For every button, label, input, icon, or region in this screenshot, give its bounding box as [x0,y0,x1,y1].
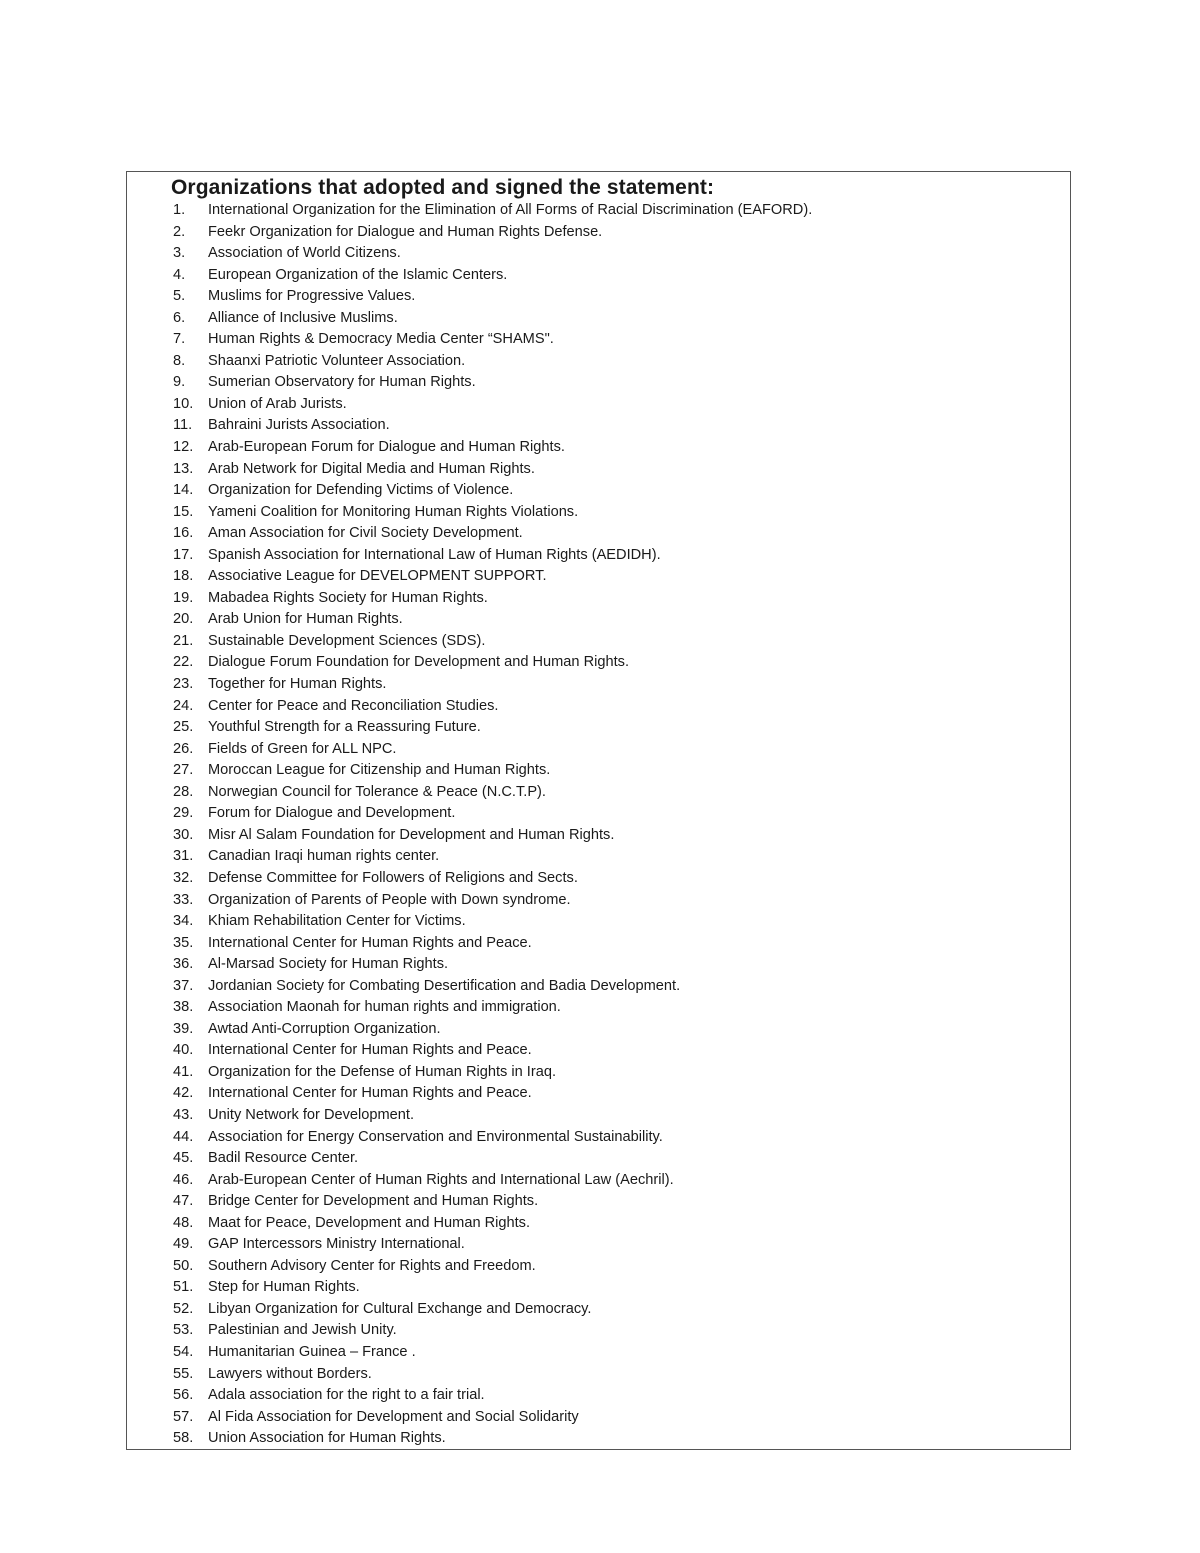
list-item-number: 13. [173,460,194,477]
list-item-name: Arab-European Forum for Dialogue and Human Rights. [208,439,565,456]
list-item-number: 48. [173,1214,194,1231]
list-item-number: 14. [173,482,194,499]
list-item-name: Adala association for the right to a fair trial. [208,1387,485,1404]
list-item-name: Association for Energy Conservation and Environmental Sustainability. [208,1128,663,1145]
list-item-name: Humanitarian Guinea – France . [208,1343,416,1360]
list-item-name: Arab-European Center of Human Rights and International Law (Aechril). [208,1171,674,1188]
list-item-number: 20. [173,611,194,628]
list-item-name: Maat for Peace, Development and Human Rights. [208,1214,531,1231]
list-item-number: 6. [173,309,186,326]
list-item-name: Bahraini Jurists Association. [208,417,390,434]
list-item-name: Aman Association for Civil Society Development. [208,525,523,542]
list-item-number: 17. [173,546,194,563]
list-item-number: 21. [173,632,194,649]
list-item-name: Arab Network for Digital Media and Human Rights. [208,460,535,477]
list-item-number: 54. [173,1343,194,1360]
list-item-name: Awtad Anti-Corruption Organization. [208,1020,441,1037]
list-item-number: 12. [173,439,194,456]
list-item-number: 31. [173,848,194,865]
list-item-number: 34. [173,913,194,930]
list-item-number: 1. [173,202,186,218]
list-item-name: Step for Human Rights. [208,1279,360,1296]
list-item-number: 3. [173,245,186,262]
list-item-name: Fields of Green for ALL NPC. [208,740,397,757]
list-item-number: 16. [173,525,194,542]
list-item-number: 10. [173,395,194,412]
list-item-number: 15. [173,503,194,520]
list-item-number: 35. [173,934,194,951]
list-item-name: Southern Advisory Center for Rights and Freedom. [208,1257,536,1274]
list-item-name: Mabadea Rights Society for Human Rights. [208,589,488,606]
list-item-name: Badil Resource Center. [208,1150,359,1167]
list-item-name: Unity Network for Development. [208,1106,415,1123]
list-item-number: 23. [173,676,194,693]
list-item-number: 2. [173,223,186,240]
list-item-name: Association of World Citizens. [208,245,401,262]
list-item-name: Alliance of Inclusive Muslims. [208,309,398,326]
list-item-number: 24. [173,697,194,714]
list-item-name: Al Fida Association for Development and Social Solidarity [208,1408,579,1425]
list-item-number: 39. [173,1020,194,1037]
list-item-number: 5. [173,288,186,305]
list-item-name: International Organization for the Elimination of All Forms of Racial Discrimination (EAFORD). [208,202,813,218]
list-item-number: 11. [173,417,193,434]
list-item-name: Organization for the Defense of Human Rights in Iraq. [208,1063,556,1080]
list-item-name: Bridge Center for Development and Human Rights. [208,1193,539,1210]
list-item-number: 9. [173,374,186,391]
list-item-name: Misr Al Salam Foundation for Development and Human Rights. [208,826,615,843]
list-item-number: 37. [173,977,194,994]
list-item-name: International Center for Human Rights and Peace. [208,1085,532,1102]
list-item-name: Youthful Strength for a Reassuring Future. [208,719,481,736]
list-item-name: Moroccan League for Citizenship and Human Rights. [208,762,551,779]
list-item-name: Associative League for DEVELOPMENT SUPPORT. [208,568,547,585]
list-item-name: Defense Committee for Followers of Religions and Sects. [208,869,578,886]
list-item-number: 49. [173,1236,194,1253]
list-item-number: 58. [173,1430,194,1447]
list-item-number: 28. [173,783,194,800]
list-item-number: 27. [173,762,194,779]
list-item-name: International Center for Human Rights and Peace. [208,934,532,951]
list-item-number: 40. [173,1042,194,1059]
list-item-number: 7. [173,331,186,348]
list-item-number: 50. [173,1257,194,1274]
list-item-number: 46. [173,1171,194,1188]
list-item-name: Union of Arab Jurists. [208,395,347,412]
list-item-name: Center for Peace and Reconciliation Studies. [208,697,499,714]
list-item-name: Union Association for Human Rights. [208,1430,446,1447]
list-item-name: Canadian Iraqi human rights center. [208,848,440,865]
list-item-number: 29. [173,805,194,822]
list-item-number: 47. [173,1193,194,1210]
list-item-number: 55. [173,1365,194,1382]
list-item-name: Khiam Rehabilitation Center for Victims. [208,913,466,930]
list-item-name: Arab Union for Human Rights. [208,611,403,628]
list-item-number: 26. [173,740,194,757]
list-item-name: Muslims for Progressive Values. [208,288,416,305]
list-item-name: Sumerian Observatory for Human Rights. [208,374,476,391]
list-item-number: 45. [173,1150,194,1167]
list-item-name: Norwegian Council for Tolerance & Peace (N.C.T.P). [208,783,546,800]
list-item-name: Jordanian Society for Combating Desertification and Badia Development. [208,977,681,994]
list-item-number: 25. [173,719,194,736]
list-item-name: Dialogue Forum Foundation for Development and Human Rights. [208,654,630,671]
list-item-number: 22. [173,654,194,671]
list-item-number: 52. [173,1300,194,1317]
list-item-number: 57. [173,1408,194,1425]
list-item-number: 42. [173,1085,194,1102]
list-item-number: 41. [173,1063,194,1080]
list-item-number: 53. [173,1322,194,1339]
list-item-name: Sustainable Development Sciences (SDS). [208,632,486,649]
list-item-name: Organization of Parents of People with Down syndrome. [208,891,571,908]
list-item-number: 36. [173,956,194,973]
list-item-name: International Center for Human Rights and Peace. [208,1042,532,1059]
list-item-number: 33. [173,891,194,908]
list-item-number: 4. [173,266,186,283]
list-item-number: 32. [173,869,194,886]
list-item-number: 51. [173,1279,194,1296]
list-item-name: Al-Marsad Society for Human Rights. [208,956,449,973]
list-item-name: Lawyers without Borders. [208,1365,372,1382]
list-item-name: Human Rights & Democracy Media Center “SHAMS". [208,331,554,348]
list-item-name: Association Maonah for human rights and immigration. [208,999,561,1016]
list-item-number: 38. [173,999,194,1016]
list-item-number: 8. [173,352,186,369]
list-item-number: 18. [173,568,194,585]
list-item-number: 30. [173,826,194,843]
list-item-number: 56. [173,1387,194,1404]
list-item-name: Spanish Association for International Law of Human Rights (AEDIDH). [208,546,661,563]
list-item-number: 44. [173,1128,194,1145]
list-item-name: Yameni Coalition for Monitoring Human Rights Violations. [208,503,579,520]
list-item-name: GAP Intercessors Ministry International. [208,1236,465,1253]
list-item-name: Libyan Organization for Cultural Exchange and Democracy. [208,1300,592,1317]
list-item-name: Feekr Organization for Dialogue and Human Rights Defense. [208,223,603,240]
list-item-name: European Organization of the Islamic Centers. [208,266,508,283]
list-item-name: Together for Human Rights. [208,676,387,693]
list-item-number: 19. [173,589,194,606]
list-item-name: Organization for Defending Victims of Violence. [208,482,514,499]
page-title: Organizations that adopted and signed the statement: [171,176,715,199]
list-item-name: Forum for Dialogue and Development. [208,805,456,822]
list-item-number: 43. [173,1106,194,1123]
list-item-name: Palestinian and Jewish Unity. [208,1322,397,1339]
list-item-name: Shaanxi Patriotic Volunteer Association. [208,352,466,369]
